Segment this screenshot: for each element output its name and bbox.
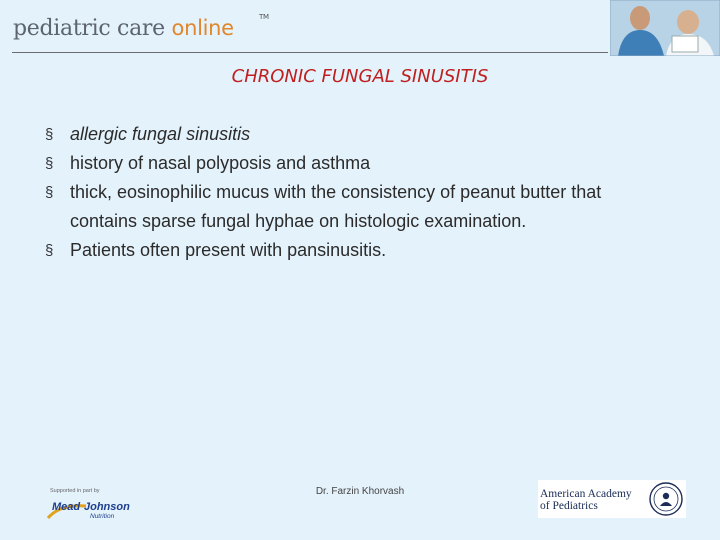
clinicians-photo-icon (610, 0, 720, 56)
brand-primary-text: pediatric care (13, 16, 172, 41)
bullet-text: Patients often present with pansinusitis. (70, 240, 387, 260)
aap-text (540, 488, 632, 512)
bullet-text: thick, eosinophilic mucus with the consistency of peanut butter that contains sparse fungal hyphae on histologic examination. (70, 182, 602, 231)
sponsor-name-1: Mead (52, 501, 81, 513)
sponsor-caption: Supported in part by (50, 488, 100, 494)
sponsor-name-2: Johnson (84, 501, 130, 513)
bullet-list (45, 120, 655, 265)
pediatric-care-online-logo (13, 13, 269, 41)
header-divider (12, 52, 608, 53)
aap-logo (538, 480, 686, 518)
bullet-item (45, 178, 655, 236)
bullet-marker: § (45, 155, 54, 172)
trademark-mark: TM (259, 13, 269, 21)
sponsor-sub: Nutrition (90, 513, 115, 520)
bullet-text: history of nasal polyposis and asthma (70, 153, 371, 173)
bullet-item (45, 149, 655, 178)
bullet-item (45, 120, 655, 149)
bullet-item (45, 236, 655, 265)
aap-seal-icon (647, 480, 685, 518)
bullet-text: allergic fungal sinusitis (70, 124, 251, 144)
header-photo (610, 0, 720, 56)
slide-author: Dr. Farzin Khorvash (315, 486, 405, 497)
brand-accent-text: online (171, 16, 234, 40)
aap-line-2: of Pediatrics (540, 500, 598, 512)
bullet-marker: § (45, 242, 54, 259)
bullet-marker: § (45, 184, 54, 201)
aap-line-1: American Academy (540, 488, 632, 500)
slide-title: CHRONIC FUNGAL SINUSITIS (231, 66, 489, 87)
bullet-marker: § (45, 126, 54, 143)
